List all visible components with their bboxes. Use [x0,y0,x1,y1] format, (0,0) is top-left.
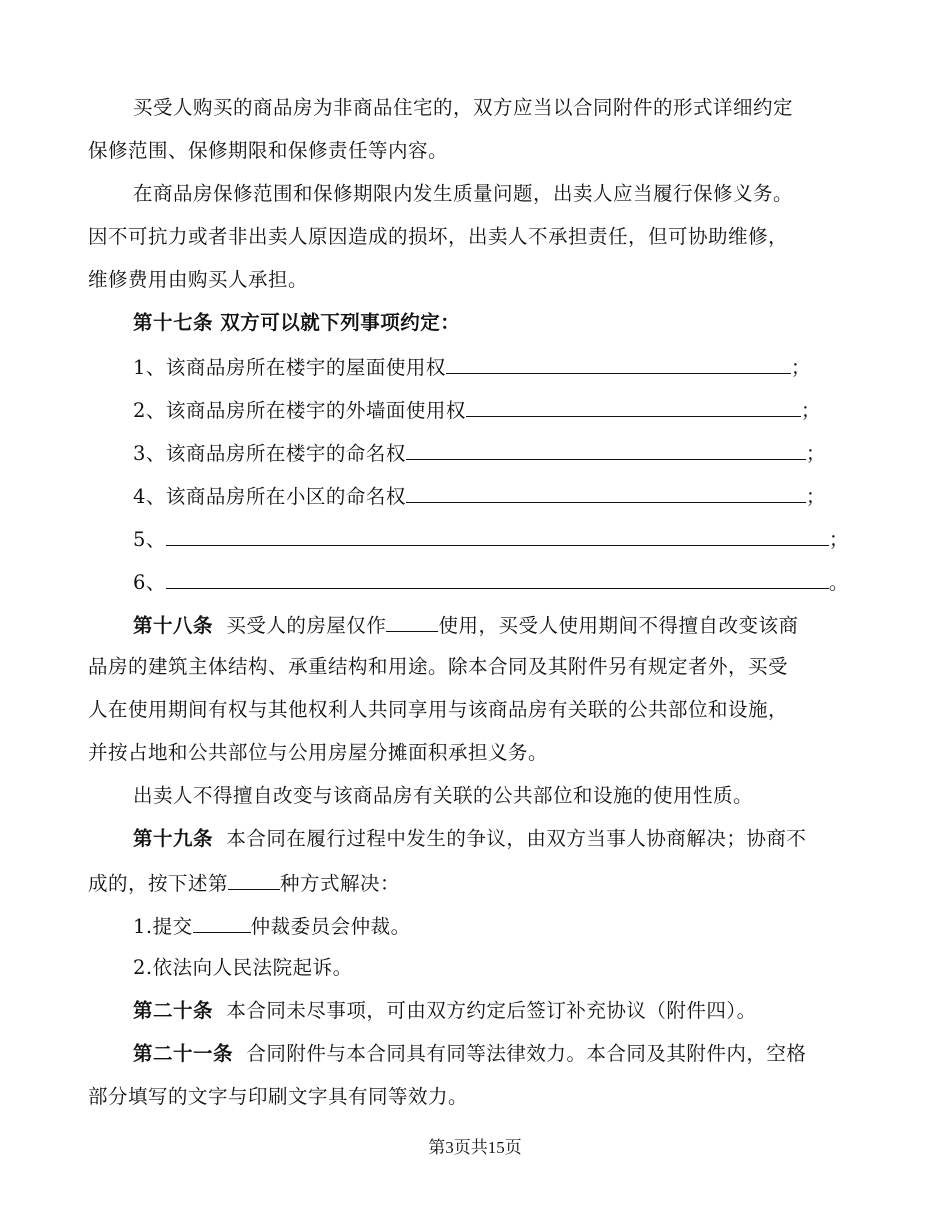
item-text: 1、该商品房所在楼宇的屋面使用权 [133,356,446,379]
paragraph-line: 在商品房保修范围和保修期限内发生质量问题，出卖人应当履行保修义务。 [133,182,794,205]
article-label: 第二十一条 [133,1042,234,1065]
paragraph-line: 出卖人不得擅自改变与该商品房有关联的公共部位和设施的使用性质。 [133,784,754,807]
item-text: 3、该商品房所在楼宇的命名权 [133,442,406,465]
article-label: 第十九条 [133,827,214,850]
fill-blank[interactable] [406,440,806,460]
paragraph-line: 因不可抗力或者非出卖人原因造成的损坏，出卖人不承担责任，但可协助维修， [88,225,789,248]
article-text: 成的，按下述第 [88,872,229,895]
item-end: ； [828,528,849,551]
list-item [133,354,878,380]
option-line [133,913,878,939]
fill-blank[interactable] [193,913,251,933]
article-text: 本合同未尽事项，可由双方约定后签订补充协议（附件四）。 [226,999,757,1022]
fill-blank[interactable] [386,612,438,632]
paragraph-line: 部分填写的文字与印刷文字具有同等效力。 [88,1085,469,1108]
fill-blank[interactable] [446,354,791,374]
paragraph-line: 人在使用期间有权与其他权利人共同享用与该商品房有关联的公共部位和设施， [88,698,789,721]
item-end: ； [805,442,826,465]
item-end: ； [805,485,826,508]
item-text: 4、该商品房所在小区的命名权 [133,485,406,508]
paragraph-line: 维修费用由购买人承担。 [88,268,309,291]
fill-blank[interactable] [406,483,806,503]
list-item [133,526,878,552]
article-text: 使用，买受人使用期间不得擅自改变该商 [438,614,799,637]
article-text: 合同附件与本合同具有同等法律效力。本合同及其附件内，空格 [246,1042,807,1065]
option-text: 仲裁委员会仲裁。 [250,915,411,938]
item-end: 。 [828,571,849,594]
paragraph-line: 品房的建筑主体结构、承重结构和用途。除本合同及其附件另有规定者外，买受 [88,655,789,678]
list-item [133,397,878,423]
option-text: 1.提交 [133,915,193,938]
paragraph-line: 保修范围、保修期限和保修责任等内容。 [88,139,449,162]
article-text: 本合同在履行过程中发生的争议，由双方当事人协商解决；协商不 [226,827,807,850]
list-item [133,483,878,509]
article-18-line [133,612,878,638]
fill-blank[interactable] [466,397,801,417]
paragraph-line [88,870,878,896]
item-text: 5、 [133,528,166,551]
paragraph-line: 并按占地和公共部位与公用房屋分摊面积承担义务。 [88,741,549,764]
article-text: 买受人的房屋仅作 [226,614,387,637]
article-21-line [133,1042,878,1066]
fill-blank[interactable] [228,870,280,890]
paragraph-line: 买受人购买的商品房为非商品住宅的，双方应当以合同附件的形式详细约定 [133,96,794,119]
article-label: 第十八条 [133,614,214,637]
article-20-line [133,999,878,1023]
article-text: 种方式解决： [280,872,401,895]
item-text: 6、 [133,571,166,594]
article-19-line [133,827,878,851]
list-item [133,440,878,466]
fill-blank[interactable] [166,569,829,589]
list-item [133,569,878,595]
item-end: ； [790,356,811,379]
item-text: 2、该商品房所在楼宇的外墙面使用权 [133,399,466,422]
article-label: 第二十条 [133,999,214,1022]
option-line: 2.依法向人民法院起诉。 [133,956,353,979]
page-number: 第3页共15页 [428,1138,522,1157]
item-end: ； [800,399,821,422]
fill-blank[interactable] [166,526,829,546]
article-17-heading: 第十七条 双方可以就下列事项约定： [133,311,461,334]
